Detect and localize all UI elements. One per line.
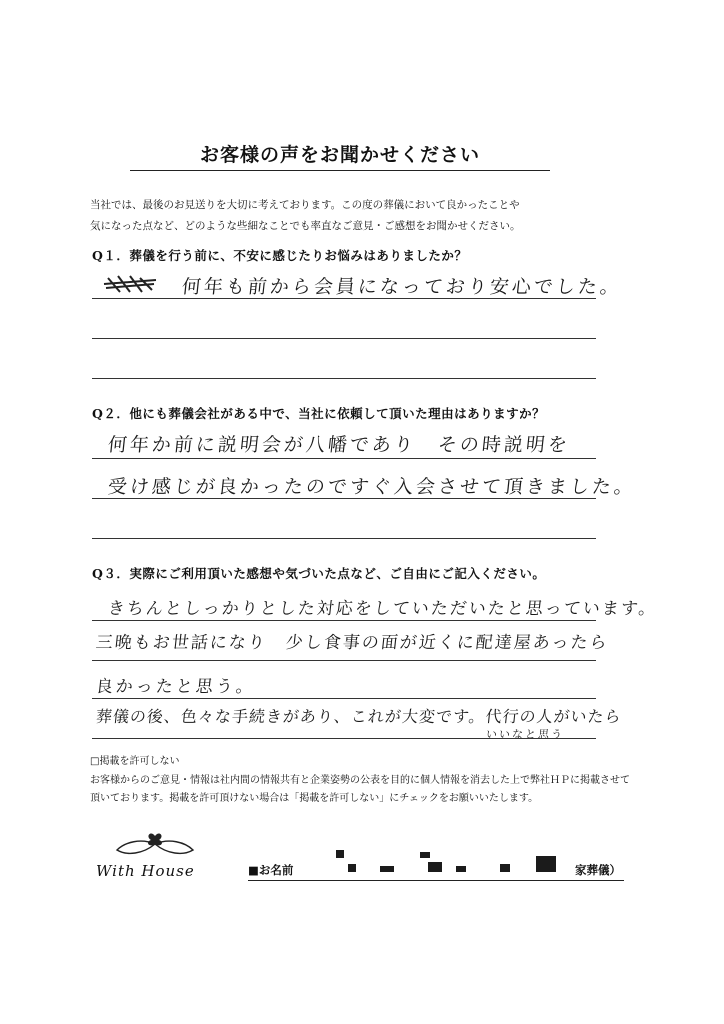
title-underline [130, 170, 550, 171]
redaction-block [428, 862, 442, 872]
flower-logo-icon [110, 830, 200, 862]
redaction-block [500, 864, 510, 872]
q3-answer-line-4b[interactable]: いいなと思う [485, 728, 565, 741]
q1-question: Q１．葬儀を行う前に、不安に感じたりお悩みはありましたか？ [92, 248, 468, 263]
no-publish-checkbox[interactable]: □掲載を許可しない [90, 756, 180, 767]
q2-question: Q２．他にも葬儀会社がある中で、当社に依頼して頂いた理由はありますか？ [92, 406, 546, 421]
q3-question: Q３．実際にご利用頂いた感想や気づいた点など、ご自由にご記入ください。 [92, 566, 546, 581]
q3-answer-line-3[interactable]: 良かったと思う。 [94, 677, 257, 697]
redaction-block [420, 852, 430, 858]
name-underline [248, 880, 624, 881]
redaction-block [336, 850, 344, 858]
redaction-block [456, 866, 466, 872]
answer-line [92, 458, 596, 459]
answer-line [92, 378, 596, 379]
policy-line-2: 頂いております。掲載を許可頂けない場合は「掲載を許可しない」にチェックをお願いいたします。 [90, 793, 539, 804]
intro-line-2: 気になった点など、どのような些細なことでも率直なご意見・ご感想をお聞かせください。 [90, 220, 521, 232]
q2-answer-line-1[interactable]: 何年か前に説明会が八幡であり その時説明を [106, 434, 572, 456]
redaction-block [380, 866, 394, 872]
answer-line [92, 298, 596, 299]
intro-text [90, 195, 610, 237]
page-title: お客様の声をお聞かせください [199, 144, 480, 166]
answer-line [92, 620, 596, 621]
q3-answer-line-1[interactable]: きちんとしっかりとした対応をしていただいたと思っています。 [106, 599, 659, 619]
answer-line [92, 660, 596, 661]
policy-text [90, 772, 630, 808]
answer-line [92, 698, 596, 699]
redaction-block [348, 864, 356, 872]
q3-answer-line-4[interactable]: 葬儀の後、色々な手続きがあり、これが大変です。代行の人がいたら [94, 707, 623, 726]
answer-line [92, 338, 596, 339]
answer-line [92, 498, 596, 499]
answer-line [92, 538, 596, 539]
q2-answer-line-2[interactable]: 受け感じが良かったのですぐ入会させて頂きました。 [106, 476, 638, 498]
policy-line-1: お客様からのご意見・情報は社内間の情報共有と企業姿勢の公表を目的に個人情報を消去した上で弊社ＨＰに掲載させて [90, 775, 630, 786]
scribble-mark [100, 272, 160, 296]
q1-answer[interactable]: 何年も前から会員になっており安心でした。 [180, 276, 624, 298]
answer-line [92, 738, 596, 739]
redaction-block [536, 856, 556, 872]
q3-answer-line-2[interactable]: 三晩もお世話になり 少し食事の面が近くに配達屋あったら [94, 633, 610, 653]
logo-text: With House [96, 862, 195, 880]
name-label: ■お名前 [248, 863, 294, 877]
intro-line-1: 当社では、最後のお見送りを大切に考えております。この度の葬儀において良かったことや [90, 199, 520, 211]
name-suffix: 家葬儀） [575, 863, 621, 877]
